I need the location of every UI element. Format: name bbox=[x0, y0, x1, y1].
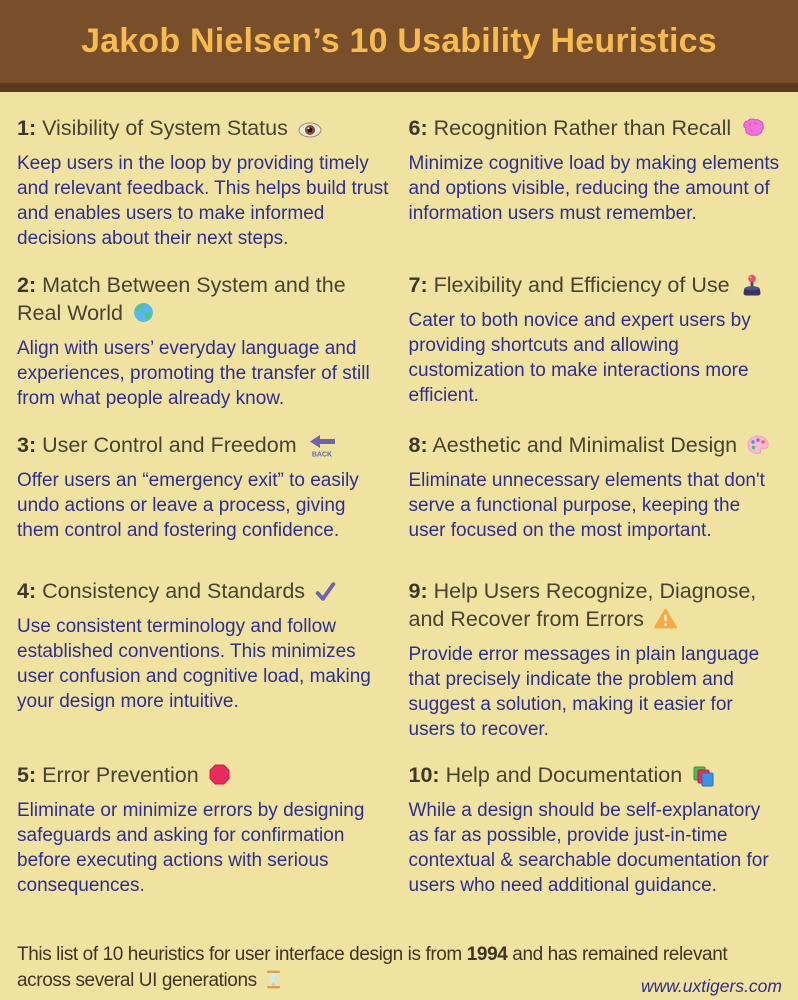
heuristic-6-card bbox=[409, 115, 783, 272]
heuristic-number: 3: bbox=[17, 433, 37, 457]
svg-text:BACK: BACK bbox=[311, 451, 332, 458]
heuristic-6-title bbox=[409, 115, 783, 143]
stop-icon bbox=[209, 764, 230, 785]
checkmark-icon bbox=[315, 582, 336, 601]
heuristic-number: 6: bbox=[408, 116, 428, 140]
heuristic-number: 4: bbox=[17, 579, 37, 603]
heuristic-8-card bbox=[409, 432, 783, 578]
heuristic-title-text: Flexibility and Efficiency of Use bbox=[433, 273, 730, 297]
heuristic-title-text: Recognition Rather than Recall bbox=[433, 116, 732, 140]
heuristic-4-title bbox=[17, 578, 391, 606]
heuristic-3-card bbox=[17, 432, 391, 578]
footer-text-before-year: This list of 10 heuristics for user interface design is from bbox=[17, 944, 467, 965]
heuristic-7-title bbox=[409, 272, 783, 300]
heuristic-8-description: Eliminate unnecessary elements that don't serve a functional purpose, keeping the user focused on the most important. bbox=[408, 469, 765, 541]
footer-text-after-year: and has remained relevant across several UI generations bbox=[17, 944, 728, 991]
heuristic-2-title bbox=[17, 272, 391, 328]
heuristic-5-title bbox=[17, 762, 391, 790]
heuristic-3-title bbox=[17, 432, 391, 460]
heuristic-number: 8: bbox=[408, 433, 428, 457]
heuristic-5-card bbox=[17, 762, 391, 930]
heuristic-1-description: Keep users in the loop by providing timely and relevant feedback. This helps build trust and enables users to make informed decisions about their next steps. bbox=[17, 152, 389, 249]
heuristic-9-description: Provide error messages in plain language that precisely indicate the problem and suggest a solution, making it easier for users to recover. bbox=[408, 643, 760, 740]
joystick-icon bbox=[740, 274, 764, 298]
heuristic-title-text: Consistency and Standards bbox=[42, 579, 306, 603]
heuristic-8-title bbox=[409, 432, 783, 460]
heuristic-2-card bbox=[17, 272, 391, 432]
heuristic-9-title bbox=[409, 578, 783, 634]
back-arrow-icon bbox=[307, 434, 337, 458]
heuristic-number: 9: bbox=[408, 579, 428, 603]
heuristic-1-title bbox=[17, 115, 391, 143]
heuristic-number: 2: bbox=[17, 273, 37, 297]
globe-icon bbox=[133, 302, 154, 323]
brain-icon bbox=[741, 118, 765, 138]
heuristic-7-card bbox=[409, 272, 783, 432]
heuristic-title-text: User Control and Freedom bbox=[42, 433, 297, 457]
heuristic-number: 10: bbox=[408, 763, 440, 787]
heuristic-10-title bbox=[409, 762, 783, 790]
heuristics-grid bbox=[0, 92, 798, 930]
heuristic-title-text: Help and Documentation bbox=[445, 763, 683, 787]
books-icon bbox=[692, 766, 716, 788]
eye-icon bbox=[298, 122, 322, 138]
hourglass-icon bbox=[266, 970, 281, 989]
heuristic-4-description: Use consistent terminology and follow established conventions. This minimizes user confusion and cognitive load, making your design more intuitive. bbox=[17, 615, 371, 712]
heuristic-6-description: Minimize cognitive load by making elements and options visible, reducing the amount of information users must remember. bbox=[408, 152, 780, 224]
heuristic-number: 1: bbox=[17, 116, 37, 140]
heuristic-title-text: Aesthetic and Minimalist Design bbox=[432, 433, 738, 457]
heuristic-1-card bbox=[17, 115, 391, 272]
heuristic-title-text: Error Prevention bbox=[42, 763, 199, 787]
heuristic-10-card bbox=[409, 762, 783, 930]
heuristic-number: 7: bbox=[408, 273, 428, 297]
header-banner bbox=[0, 0, 798, 92]
heuristic-number: 5: bbox=[17, 763, 37, 787]
heuristic-9-card bbox=[409, 578, 783, 762]
heuristic-title-text: Visibility of System Status bbox=[42, 116, 288, 140]
heuristic-3-description: Offer users an “emergency exit” to easily undo actions or leave a process, giving them control and fostering confidence. bbox=[17, 469, 359, 541]
heuristic-title-text: Match Between System and the Real World bbox=[17, 273, 346, 325]
heuristic-7-description: Cater to both novice and expert users by providing shortcuts and allowing customization to make interactions more efficient. bbox=[408, 309, 751, 406]
footer-year: 1994 bbox=[466, 944, 508, 965]
warning-icon bbox=[654, 608, 677, 629]
heuristic-title-text: Help Users Recognize, Diagnose, and Recover from Errors bbox=[408, 579, 757, 631]
heuristic-4-card bbox=[17, 578, 391, 762]
heuristic-10-description: While a design should be self-explanatory as far as possible, provide just-in-time contextual & searchable documentation for users who need additional guidance. bbox=[408, 799, 769, 896]
heuristic-2-description: Align with users’ everyday language and experiences, promoting the transfer of still from what people already know. bbox=[17, 337, 370, 409]
website-link[interactable]: www.uxtigers.com bbox=[640, 976, 782, 996]
heuristic-5-description: Eliminate or minimize errors by designing safeguards and asking for confirmation before executing actions with serious consequences. bbox=[17, 799, 365, 896]
palette-icon bbox=[747, 435, 769, 455]
page-title: Jakob Nielsen’s 10 Usability Heuristics bbox=[81, 22, 717, 60]
